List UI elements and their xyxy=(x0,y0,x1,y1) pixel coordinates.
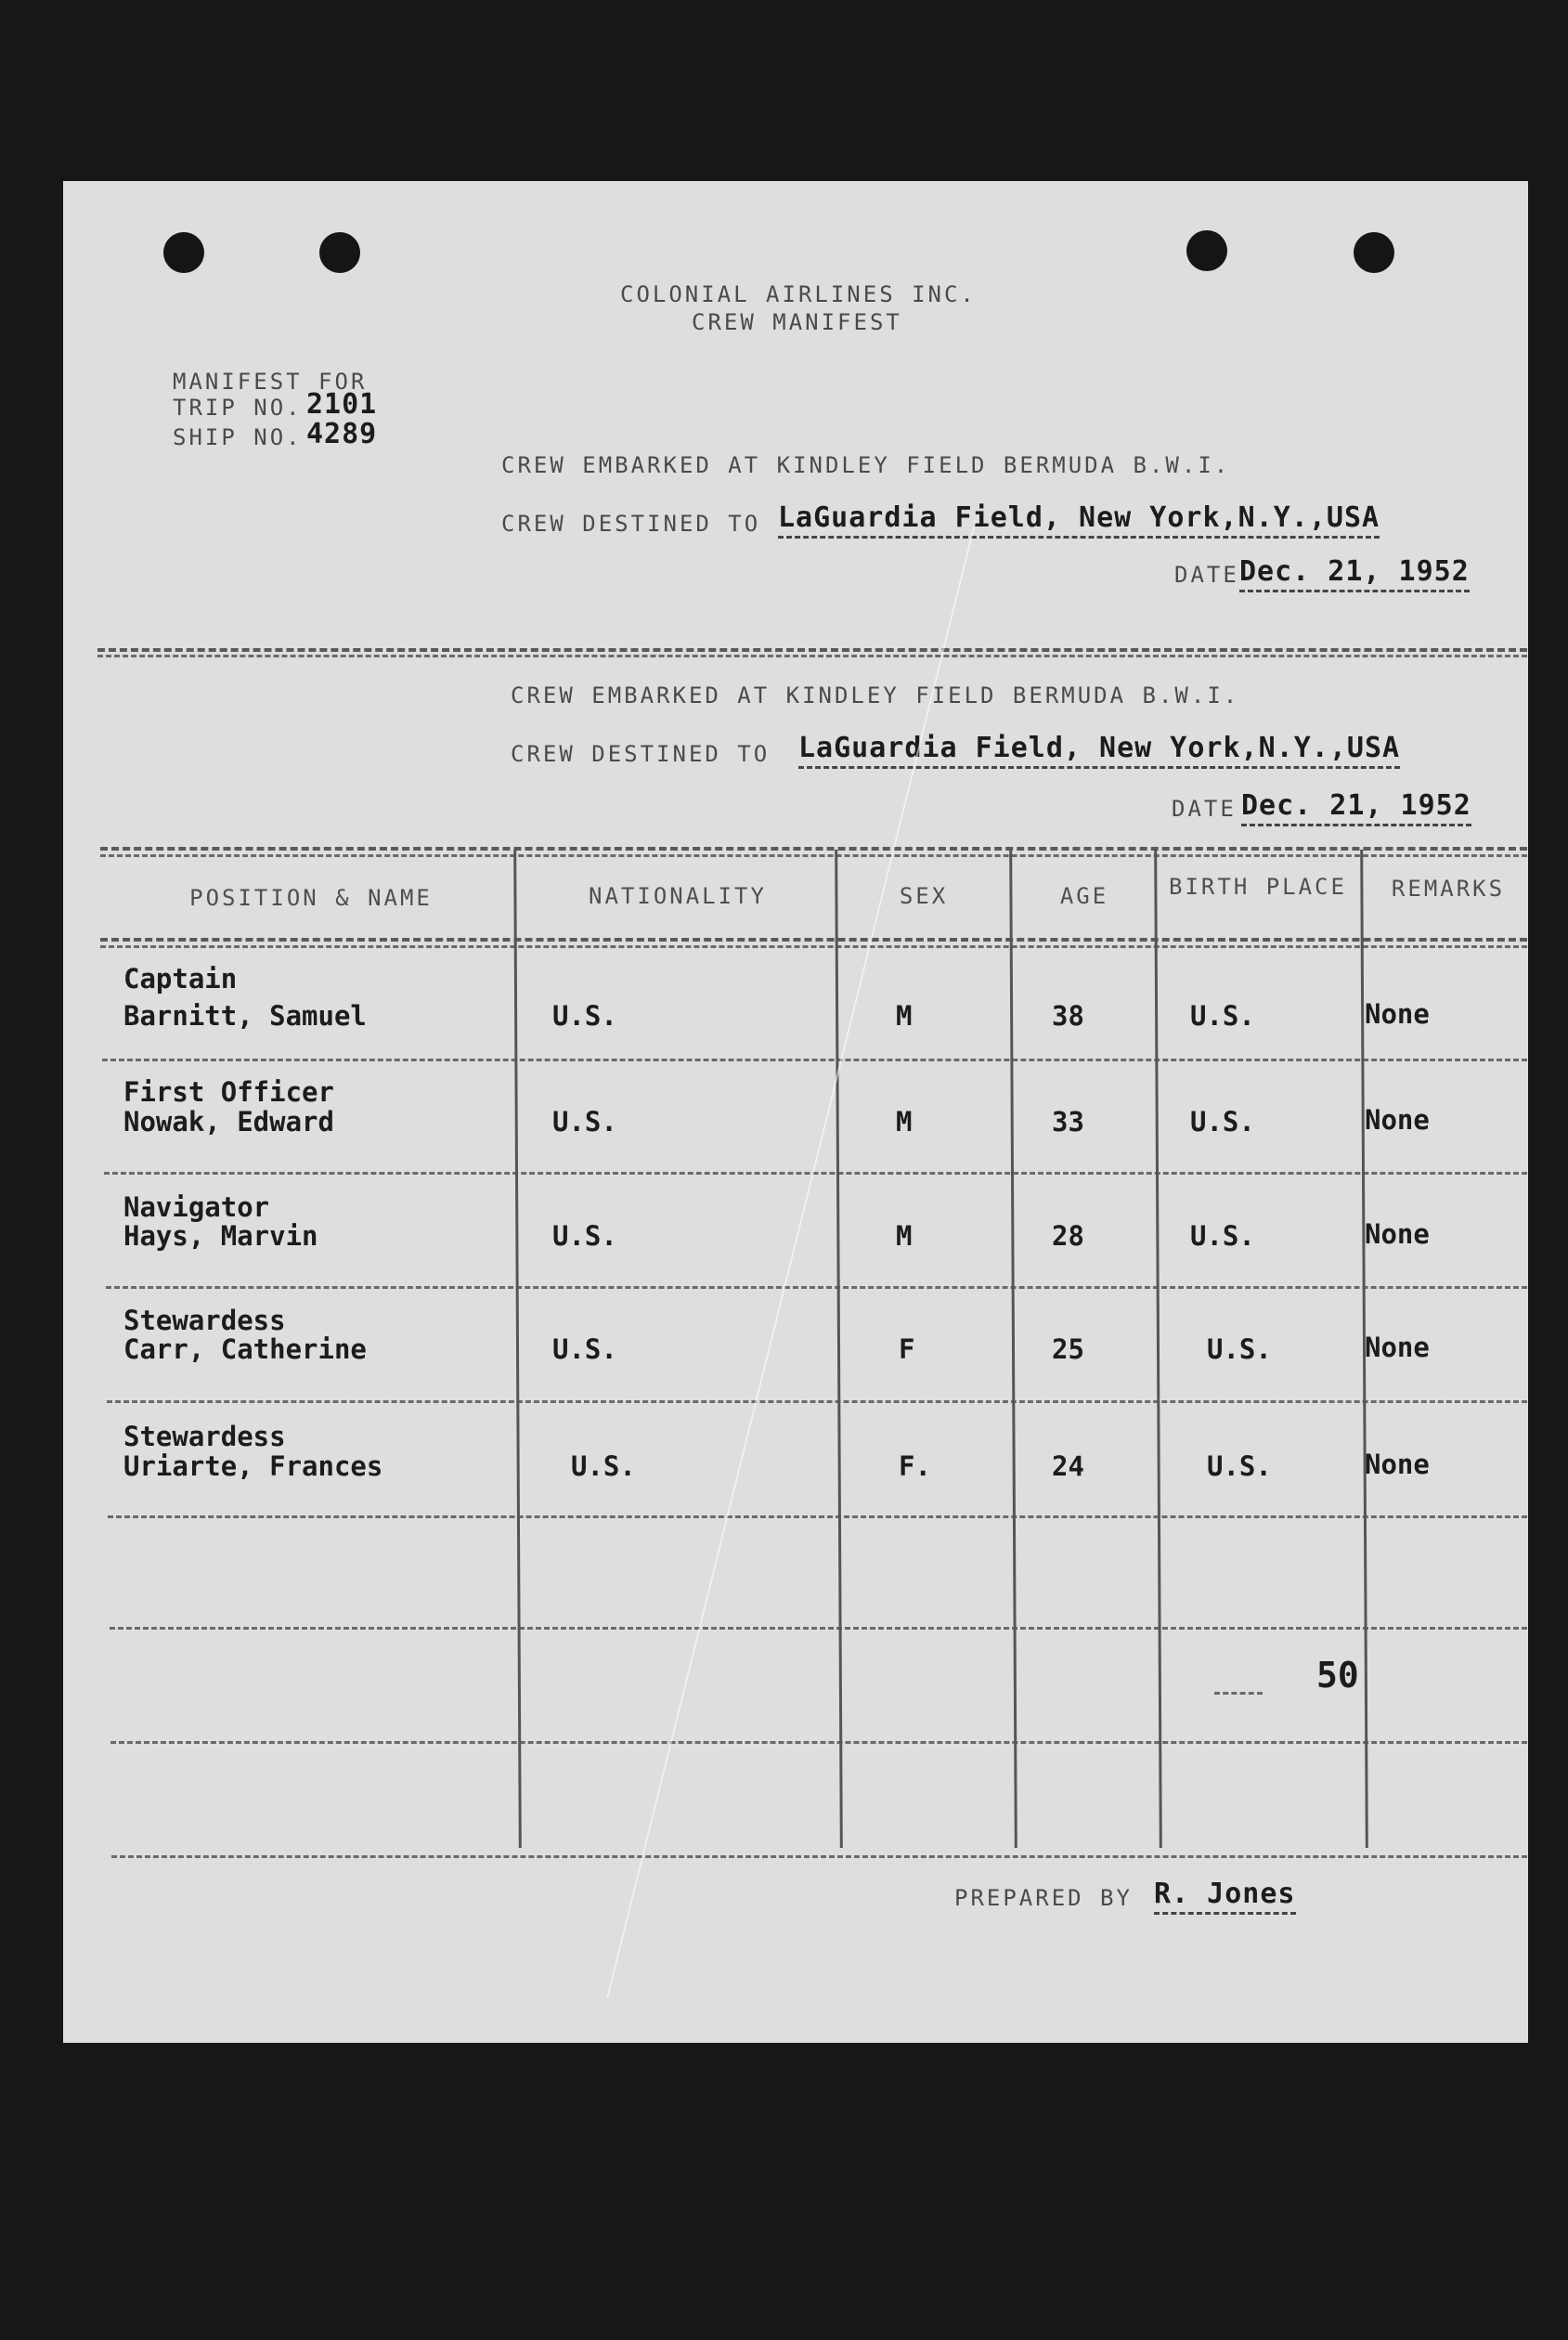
row-1-remarks: None xyxy=(1365,998,1430,1030)
divider-top-2 xyxy=(97,655,1527,657)
ship-label: SHIP NO. xyxy=(173,424,303,450)
manifest-for-label: MANIFEST FOR xyxy=(173,369,368,395)
punch-hole-right-2 xyxy=(1354,232,1394,273)
row-4-position: Stewardess xyxy=(123,1305,286,1336)
row-3-position: Navigator xyxy=(123,1191,270,1223)
row-5-birthplace: U.S. xyxy=(1207,1450,1272,1482)
date-value-1: Dec. 21, 1952 xyxy=(1239,555,1470,592)
destined-value-1: LaGuardia Field, New York,N.Y.,USA xyxy=(778,501,1380,539)
row-2-remarks: None xyxy=(1365,1104,1430,1136)
row-3-nationality: U.S. xyxy=(552,1220,617,1252)
col-header-sex: SEX xyxy=(899,883,949,909)
row-5-position: Stewardess xyxy=(123,1421,286,1452)
row-5-nationality: U.S. xyxy=(571,1450,636,1482)
row-1-birthplace: U.S. xyxy=(1190,1000,1255,1032)
destined-label-2: CREW DESTINED TO xyxy=(511,741,771,767)
punch-hole-left-2 xyxy=(319,232,360,273)
company-name: COLONIAL AIRLINES INC. xyxy=(620,281,977,307)
date-label-2: DATE xyxy=(1172,796,1237,822)
row-2-position: First Officer xyxy=(123,1076,334,1108)
row-line-8 xyxy=(111,1855,1527,1858)
row-line-6 xyxy=(110,1627,1527,1630)
row-5-sex: F. xyxy=(899,1450,931,1482)
row-3-name: Hays, Marvin xyxy=(123,1220,318,1252)
row-line-2 xyxy=(104,1172,1527,1175)
row-1-name: Barnitt, Samuel xyxy=(123,1000,367,1032)
row-2-nationality: U.S. xyxy=(552,1106,617,1138)
row-line-4 xyxy=(107,1400,1527,1403)
row-4-sex: F xyxy=(899,1333,915,1365)
trip-number: 2101 xyxy=(306,388,378,421)
prepared-by-label: PREPARED BY xyxy=(954,1885,1133,1911)
row-4-birthplace: U.S. xyxy=(1207,1333,1272,1365)
row-4-age: 25 xyxy=(1052,1333,1084,1365)
row-2-age: 33 xyxy=(1052,1106,1084,1138)
row-5-remarks: None xyxy=(1365,1449,1430,1480)
divider-top xyxy=(97,648,1527,652)
row-4-nationality: U.S. xyxy=(552,1333,617,1365)
col-header-age: AGE xyxy=(1059,883,1109,909)
document-title: CREW MANIFEST xyxy=(692,309,902,335)
row-line-3 xyxy=(106,1286,1527,1289)
col-header-birthplace: BIRTH PLACE xyxy=(1169,874,1347,900)
col-header-remarks: REMARKS xyxy=(1391,876,1506,902)
header-bottom-line xyxy=(100,938,1527,942)
prepared-by-value: R. Jones xyxy=(1154,1878,1296,1915)
row-5-age: 24 xyxy=(1052,1450,1084,1482)
row-line-1 xyxy=(102,1059,1527,1061)
dash-mark xyxy=(1214,1692,1263,1695)
row-1-sex: M xyxy=(896,1000,913,1032)
date-value-2: Dec. 21, 1952 xyxy=(1241,789,1471,826)
row-line-7 xyxy=(110,1741,1527,1744)
row-1-nationality: U.S. xyxy=(552,1000,617,1032)
trip-label: TRIP NO. xyxy=(173,395,303,421)
row-line-5 xyxy=(108,1515,1527,1518)
row-2-sex: M xyxy=(896,1106,913,1138)
header-bottom-line-2 xyxy=(100,945,1527,948)
table-top-line xyxy=(100,847,1527,851)
row-3-birthplace: U.S. xyxy=(1190,1220,1255,1252)
row-1-age: 38 xyxy=(1052,1000,1084,1032)
embarked-line-1: CREW EMBARKED AT KINDLEY FIELD BERMUDA B.W.I. xyxy=(501,452,1231,478)
ship-number: 4289 xyxy=(306,418,378,450)
row-4-name: Carr, Catherine xyxy=(123,1333,367,1365)
row-3-sex: M xyxy=(896,1220,913,1252)
table-top-line-2 xyxy=(100,854,1527,857)
col-header-position: POSITION & NAME xyxy=(189,885,433,911)
row-5-name: Uriarte, Frances xyxy=(123,1450,383,1482)
col-header-nationality: NATIONALITY xyxy=(589,883,767,909)
row-4-remarks: None xyxy=(1365,1332,1430,1363)
row-2-birthplace: U.S. xyxy=(1190,1106,1255,1138)
embarked-line-2: CREW EMBARKED AT KINDLEY FIELD BERMUDA B.W.I. xyxy=(511,682,1240,708)
destined-label-1: CREW DESTINED TO xyxy=(501,511,761,537)
row-3-remarks: None xyxy=(1365,1218,1430,1250)
destined-value-2: LaGuardia Field, New York,N.Y.,USA xyxy=(798,732,1400,769)
punch-hole-left-1 xyxy=(163,232,204,273)
date-label-1: DATE xyxy=(1174,562,1239,588)
handwritten-number: 50 xyxy=(1316,1655,1359,1696)
row-1-position: Captain xyxy=(123,963,238,994)
row-2-name: Nowak, Edward xyxy=(123,1106,334,1138)
punch-hole-right-1 xyxy=(1186,230,1227,271)
row-3-age: 28 xyxy=(1052,1220,1084,1252)
